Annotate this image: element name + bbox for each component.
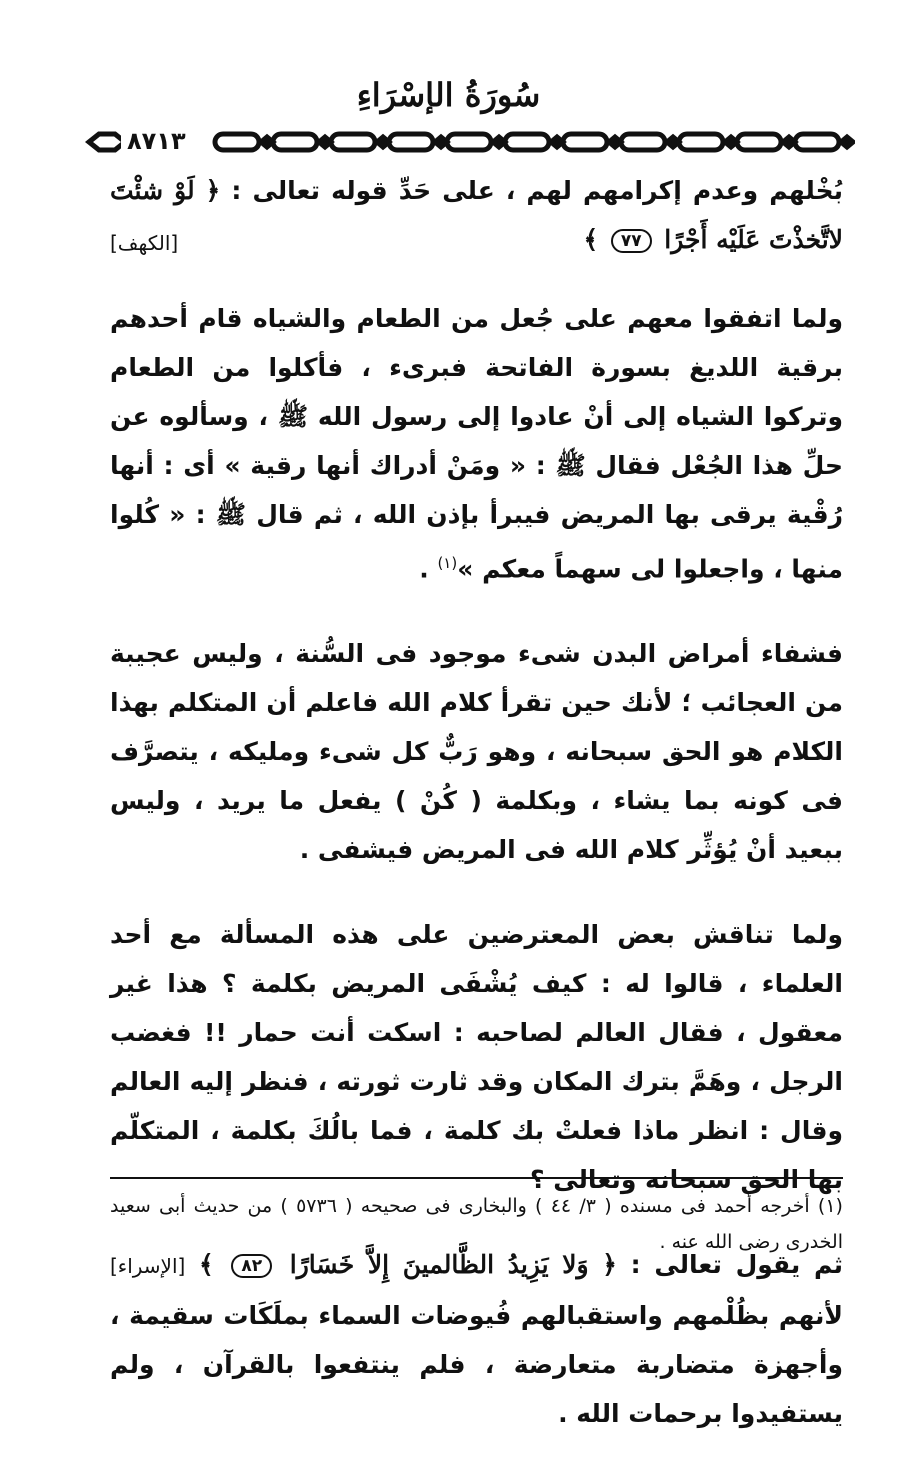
paragraph-4: ولما تناقش بعض المعترضين على هذه المسألة مع أحد العلماء ، قالوا له : كيف يُشْفَى المريض بكلمة ؟ هذا غير معقول ، فقال العالم لصاحبه : اسكت أنت حمار !! فغضب الرجل ، وهَمَّ بترك المكان وقد ثارت ثورته ، فنظر إليه العالم وقال : انظر ماذا فعلتْ بك كلمة ، فما بالُكَ بكلمة ، المتكلّم بها الحق سبحانه وتعالى ؟ [110,920,843,1195]
ayah-number-badge: ٨٢ [231,1254,272,1278]
quran-quote-close: ﴾ [583,225,607,254]
paragraph-5-intro: ثم يقول تعالى : [616,1250,843,1280]
paragraph-5-rest: لأنهم بظُلْمهم واستقبالهم فُيوضات السماء بملَكَات سقيمة ، وأجهزة متضاربة متعارضة ، فلم ينتفعوا بالقرآن ، ولم يستفيدوا برحمات الله . [110,1301,843,1429]
paragraph-2-text: ولما اتفقوا معهم على جُعل من الطعام والشياه قام أحدهم برقية اللديغ بسورة الفاتحة فبرىء ، فأكلوا من الطعام وتركوا الشياه إلى أنْ عادوا إلى رسول الله ﷺ ، وسألوه عن حلِّ هذا الجُعْل فقال ﷺ : « ومَنْ أدراك أنها رقية » أى : أنها رُقْية يرقى بها المريض فيبرأ بإذن الله ، ثم قال ﷺ : « كُلوا منها ، واجعلوا لى سهماً معكم » [110,304,843,584]
paragraph-1 [110,166,843,264]
paragraph-2-end: . [419,554,438,584]
paragraph-5 [110,1240,843,1438]
surah-reference-isra: [الإسراء] [110,1254,186,1279]
surah-title: سُورَةُ الإسْرَاءِ [356,76,541,114]
footnote: (١) أخرجه أحمد فى مسنده ( ٣/ ٤٤ ) والبخارى فى صحيحه ( ٥٧٣٦ ) من حديث أبى سعيد الخدرى رضى الله عنه . [110,1195,843,1253]
footnote-marker: (١) [437,554,458,572]
paragraph-1-text: بُخْلهم وعدم إكرامهم لهم ، على حَدِّ قوله تعالى : [220,176,843,205]
ornamental-chain-border [85,128,855,156]
chain-ornament-icon [85,128,855,156]
body-text [110,166,843,1474]
quran-quote-isra: ﴿ وَلا يَزِيدُ الظَّالمينَ إِلاَّ خَسَارًا [276,1250,617,1280]
page-number: ٨٧١٣ [121,127,192,155]
paragraph-2 [110,294,843,593]
ayah-number-badge: ٧٧ [611,229,652,253]
quran-quote-kahf: ﴿ لَوْ شئْتَ لاتَّخذْتَ عَلَيْه أَجْرًا [110,176,843,254]
surah-reference-kahf: [الكهف] [110,231,179,255]
footnote-divider [110,1177,843,1179]
paragraph-3: فشفاء أمراض البدن شىء موجود فى السُّنة ، وليس عجيبة من العجائب ؛ لأنك حين تقرأ كلام الله فاعلم أن المتكلم بهذا الكلام هو الحق سبحانه ، وهو رَبٌّ كل شىء ومليكه ، يتصرَّف فى كونه بما يشاء ، وبكلمة ( كُنْ ) يفعل ما يريد ، وليس ببعيد أنْ يُؤثِّر كلام الله فى المريض فيشفى . [110,639,843,865]
quran-quote-close: ﴾ [185,1250,228,1280]
